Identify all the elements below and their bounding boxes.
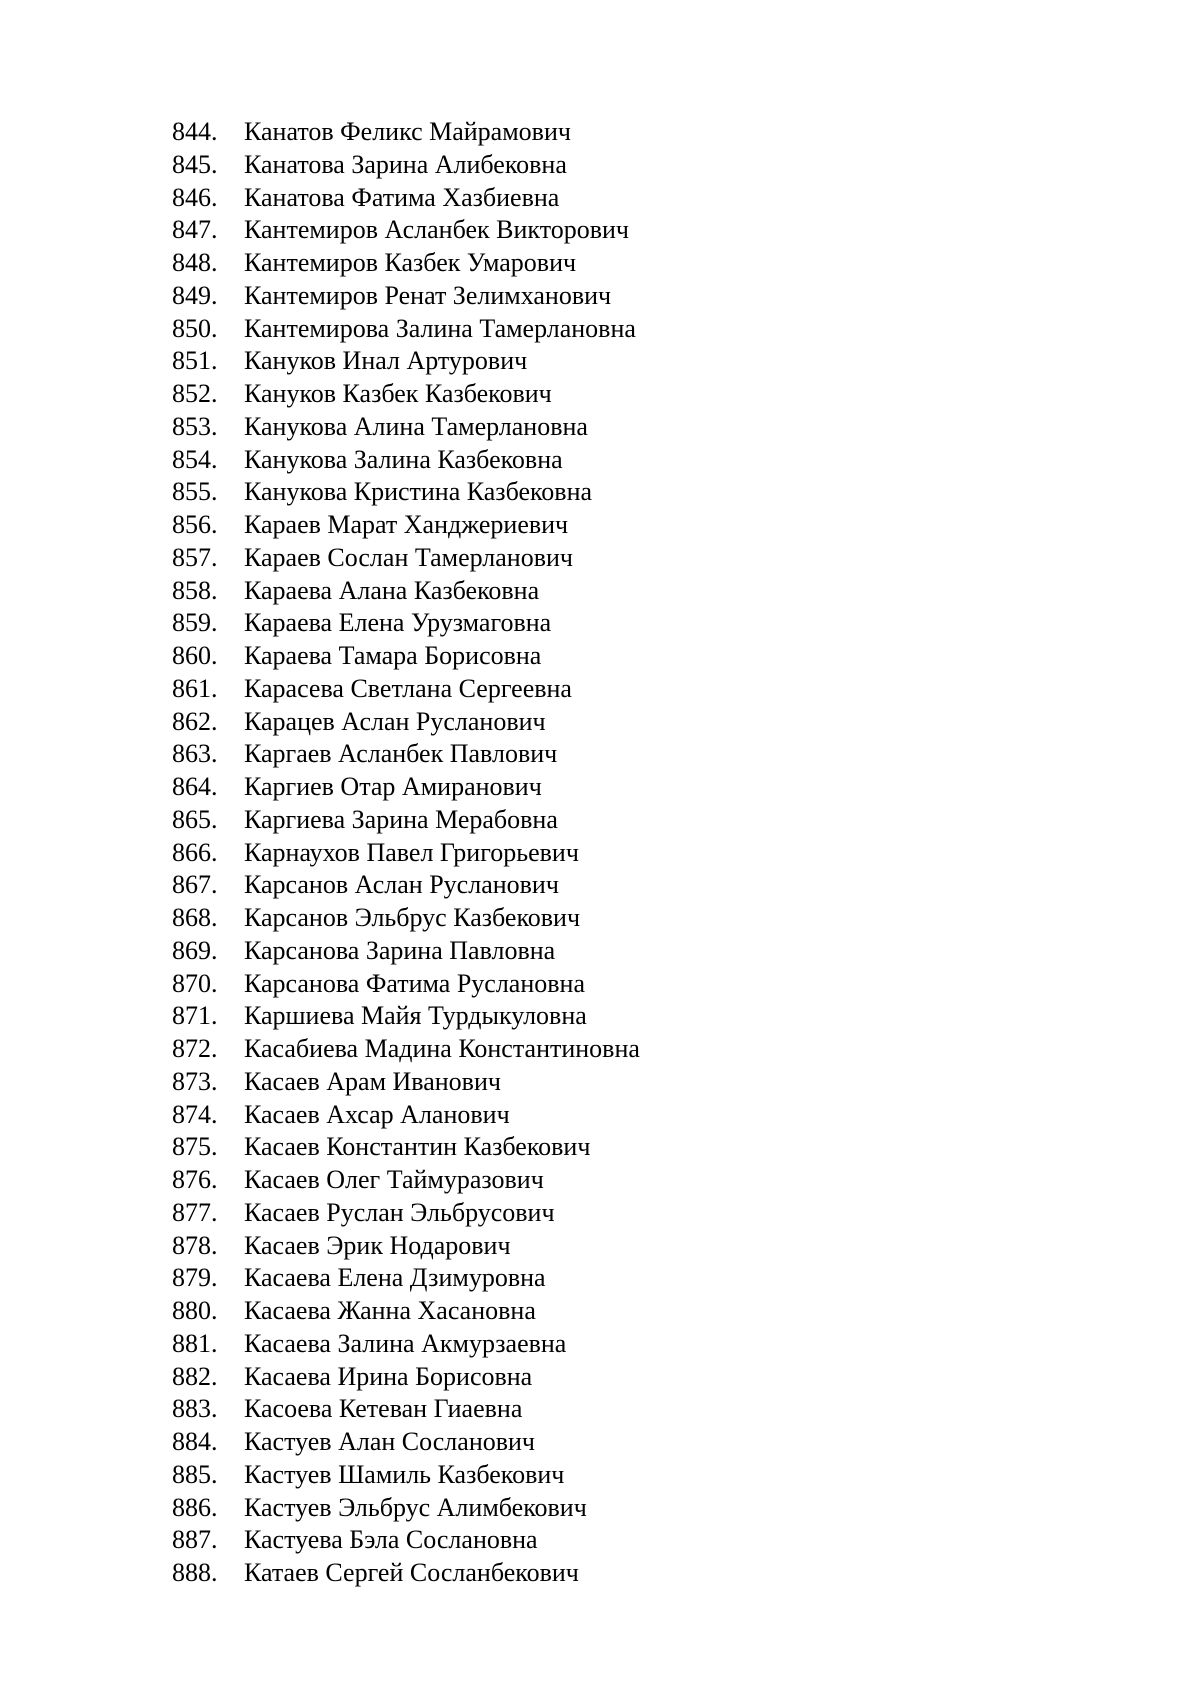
list-item xyxy=(172,1230,640,1263)
list-item xyxy=(172,1197,640,1230)
list-item xyxy=(172,1328,640,1361)
entry-number: 888. xyxy=(172,1558,218,1587)
entry-name: Каршиева Майя Турдыкуловна xyxy=(244,1001,587,1031)
entry-name: Катаев Сергей Сосланбекович xyxy=(244,1558,579,1587)
list-item xyxy=(172,575,640,608)
list-item xyxy=(172,902,640,935)
entry-number: 885. xyxy=(172,1459,218,1489)
entry-number: 858. xyxy=(172,575,218,605)
list-item xyxy=(172,1099,640,1132)
list-item xyxy=(172,378,640,411)
entry-name: Каргиева Зарина Мерабовна xyxy=(244,804,558,834)
entry-number: 879. xyxy=(172,1263,218,1293)
entry-name: Кантемиров Казбек Умарович xyxy=(244,248,577,277)
entry-number: 864. xyxy=(172,772,218,801)
entry-name: Караев Сослан Тамерланович xyxy=(244,542,573,572)
entry-number: 873. xyxy=(172,1066,218,1096)
entry-number: 859. xyxy=(172,608,218,638)
list-item xyxy=(172,1492,640,1525)
entry-number: 872. xyxy=(172,1034,218,1063)
entry-number: 852. xyxy=(172,379,218,408)
list-item xyxy=(172,1426,640,1459)
list-item xyxy=(172,1131,640,1164)
entry-name: Канатова Фатима Хазбиевна xyxy=(244,182,560,212)
entry-name: Касаев Константин Казбекович xyxy=(244,1132,591,1162)
list-item xyxy=(172,1164,640,1197)
list-item xyxy=(172,1000,640,1033)
entry-name: Касабиева Мадина Константиновна xyxy=(244,1034,640,1063)
entry-name: Кантемиров Асланбек Викторович xyxy=(244,215,629,245)
list-item xyxy=(172,607,640,640)
list-item xyxy=(172,935,640,968)
entry-name: Кануков Инал Артурович xyxy=(244,346,528,376)
entry-number: 869. xyxy=(172,935,218,965)
entry-name: Касаев Эрик Нодарович xyxy=(244,1230,511,1260)
list-item xyxy=(172,804,640,837)
list-item xyxy=(172,837,640,870)
list-item xyxy=(172,1066,640,1099)
list-item xyxy=(172,1393,640,1426)
entry-name: Канатова Зарина Алибековна xyxy=(244,149,567,179)
entry-name: Касаев Ахсар Аланович xyxy=(244,1099,510,1129)
entry-name: Караева Алана Казбековна xyxy=(244,575,540,605)
entry-name: Касаева Елена Дзимуровна xyxy=(244,1263,546,1293)
list-item xyxy=(172,1295,640,1328)
entry-number: 886. xyxy=(172,1492,218,1522)
list-item xyxy=(172,640,640,673)
entry-name: Касаева Ирина Борисовна xyxy=(244,1361,533,1391)
entry-number: 867. xyxy=(172,870,218,900)
list-item xyxy=(172,476,640,509)
entry-name: Кануков Казбек Казбекович xyxy=(244,379,552,408)
entry-number: 882. xyxy=(172,1361,218,1391)
entry-number: 865. xyxy=(172,804,218,834)
entry-number: 876. xyxy=(172,1165,218,1194)
entry-number: 861. xyxy=(172,673,218,703)
entry-name: Карсанова Зарина Павловна xyxy=(244,935,556,965)
entry-number: 844. xyxy=(172,117,218,146)
entry-name: Касаев Арам Иванович xyxy=(244,1066,501,1096)
list-item xyxy=(172,1557,640,1590)
list-item xyxy=(172,738,640,771)
entry-name: Караева Елена Урузмаговна xyxy=(244,608,552,638)
entry-name: Карнаухов Павел Григорьевич xyxy=(244,837,579,867)
list-item xyxy=(172,706,640,739)
entry-name: Каргиев Отар Амиранович xyxy=(244,772,542,801)
entry-name: Кантемирова Залина Тамерлановна xyxy=(244,313,636,343)
entry-number: 845. xyxy=(172,149,218,179)
entry-name: Канукова Кристина Казбековна xyxy=(244,477,593,507)
entry-name: Кастуева Бэла Сослановна xyxy=(244,1525,538,1555)
entry-name: Караева Тамара Борисовна xyxy=(244,641,542,670)
entry-name: Кантемиров Ренат Зелимханович xyxy=(244,280,612,310)
entry-name: Кастуев Шамиль Казбекович xyxy=(244,1459,565,1489)
entry-name: Канукова Алина Тамерлановна xyxy=(244,411,588,441)
entry-name: Канукова Залина Казбековна xyxy=(244,444,563,474)
list-item xyxy=(172,116,640,149)
list-item xyxy=(172,214,640,247)
entry-name: Касаев Руслан Эльбрусович xyxy=(244,1197,555,1227)
list-item xyxy=(172,542,640,575)
entry-number: 866. xyxy=(172,837,218,867)
entry-name: Карсанов Эльбрус Казбекович xyxy=(244,903,581,932)
entry-number: 850. xyxy=(172,313,218,343)
name-list xyxy=(172,116,640,1590)
entry-name: Карсанова Фатима Руслановна xyxy=(244,968,585,998)
entry-number: 874. xyxy=(172,1099,218,1129)
entry-name: Караев Марат Ханджериевич xyxy=(244,510,569,539)
entry-number: 849. xyxy=(172,280,218,310)
list-item xyxy=(172,182,640,215)
list-item xyxy=(172,345,640,378)
list-item xyxy=(172,411,640,444)
entry-number: 883. xyxy=(172,1394,218,1424)
list-item xyxy=(172,869,640,902)
entry-number: 846. xyxy=(172,182,218,212)
entry-number: 855. xyxy=(172,477,218,507)
list-item xyxy=(172,509,640,542)
entry-name: Карсанов Аслан Русланович xyxy=(244,870,559,900)
list-item xyxy=(172,280,640,313)
entry-name: Канатов Феликс Майрамович xyxy=(244,117,571,146)
list-item xyxy=(172,673,640,706)
entry-name: Каргаев Асланбек Павлович xyxy=(244,739,558,769)
list-item xyxy=(172,968,640,1001)
entry-number: 857. xyxy=(172,542,218,572)
entry-number: 853. xyxy=(172,411,218,441)
entry-number: 881. xyxy=(172,1328,218,1358)
entry-name: Касаева Залина Акмурзаевна xyxy=(244,1328,567,1358)
entry-number: 860. xyxy=(172,641,218,670)
list-item xyxy=(172,247,640,280)
entry-number: 848. xyxy=(172,248,218,277)
list-item xyxy=(172,313,640,346)
list-item xyxy=(172,1033,640,1066)
entry-name: Карацев Аслан Русланович xyxy=(244,706,546,736)
list-item xyxy=(172,149,640,182)
entry-number: 863. xyxy=(172,739,218,769)
list-item xyxy=(172,771,640,804)
entry-number: 847. xyxy=(172,215,218,245)
entry-number: 880. xyxy=(172,1296,218,1325)
entry-number: 851. xyxy=(172,346,218,376)
list-item xyxy=(172,1524,640,1557)
list-item xyxy=(172,1459,640,1492)
entry-number: 877. xyxy=(172,1197,218,1227)
entry-name: Касаева Жанна Хасановна xyxy=(244,1296,536,1325)
entry-number: 862. xyxy=(172,706,218,736)
list-item xyxy=(172,1262,640,1295)
entry-name: Кастуев Эльбрус Алимбекович xyxy=(244,1492,587,1522)
entry-number: 871. xyxy=(172,1001,218,1031)
list-item xyxy=(172,444,640,477)
entry-number: 884. xyxy=(172,1427,218,1456)
entry-number: 887. xyxy=(172,1525,218,1555)
entry-name: Кастуев Алан Сосланович xyxy=(244,1427,536,1456)
entry-name: Касоева Кетеван Гиаевна xyxy=(244,1394,523,1424)
entry-name: Касаев Олег Таймуразович xyxy=(244,1165,544,1194)
entry-number: 854. xyxy=(172,444,218,474)
entry-number: 870. xyxy=(172,968,218,998)
entry-name: Карасева Светлана Сергеевна xyxy=(244,673,572,703)
entry-number: 878. xyxy=(172,1230,218,1260)
entry-number: 868. xyxy=(172,903,218,932)
list-item xyxy=(172,1361,640,1394)
entry-number: 875. xyxy=(172,1132,218,1162)
entry-number: 856. xyxy=(172,510,218,539)
